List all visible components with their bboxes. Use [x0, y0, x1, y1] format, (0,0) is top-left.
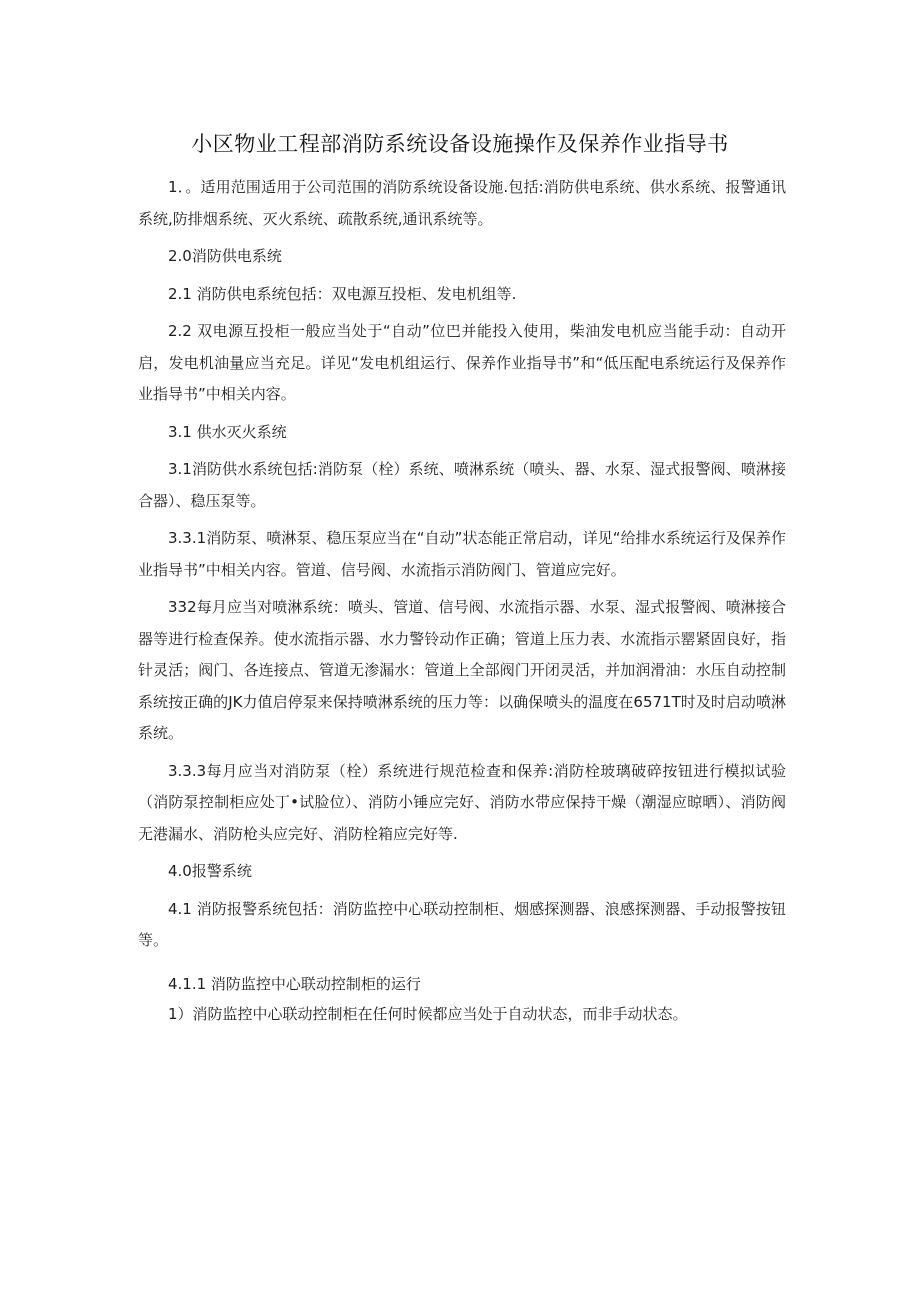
paragraph-3-3-1: 3.3.1消防泵、喷淋泵、稳压泵应当在“自动”状态能正常启动，详见“给排水系统运行及保养作业指导书”中相关内容。管道、信号阀、水流指示消防阀门、管道应完好。 [138, 529, 786, 579]
paragraph-3-3-2: 332每月应当对喷淋系统：喷头、管道、信号阀、水流指示器、水泵、湿式报警阀、喷淋接合器等进行检查保养。使水流指示器、水力警铃动作正确；管道上压力表、水流指示罂紧固良好，指针灵活；阀门、各连接点、管道无渗漏水：管道上全部阀门开闭灵活，并加润滑油：水压自动控制系统按正确的JK力值启停泵来保持喷淋系统的压力等：以确保喷头的温度在6571T时及时启动喷淋系统。 [138, 598, 786, 742]
document-body [138, 172, 786, 1029]
paragraph-4-1-1-item-1: 1）消防监控中心联动控制柜在任何时候都应当处于自动状态，而非手动状态。 [168, 1005, 688, 1023]
heading-4-1-1: 4.1.1 消防监控中心联动控制柜的运行 [168, 974, 421, 993]
heading-power-supply: 2.0消防供电系统 [168, 247, 282, 265]
paragraph-3-3-3: 3.3.3每月应当对消防泵（栓）系统进行规范检查和保养:消防栓玻璃破碎按钮进行模拟试验（消防泵控制柜应处丁•试脸位）、消防小锤应完好、消防水带应保持干燥（潮湿应晾晒）、消防阀无港漏水、消防枪头应完好、消防栓箱应完好等. [138, 761, 786, 843]
heading-water-supply: 3.1 供水灭火系统 [168, 422, 287, 441]
paragraph-2-2: 2.2 双电源互投柜一般应当处于“自动”位巴并能投入使用，柴油发电机应当能手动：自动开启，发电机油量应当充足。详见“发电机组运行、保养作业指导书”和“低压配电系统运行及保养作业指导书”中相关内容。 [138, 322, 786, 403]
heading-alarm-system: 4.0报警系统 [168, 862, 252, 880]
document-title: 小区物业工程部消防系统设备设施操作及保养作业指导书 [191, 132, 729, 156]
paragraph-3-1: 3.1消防供水系统包括:消防泵（栓）系统、喷淋系统（喷头、器、水泵、湿式报警阀、喷淋接合器）、稳压泵等。 [138, 460, 786, 510]
paragraph-scope: 1．。适用范围适用于公司范围的消防系统设备设施.包括:消防供电系统、供水系统、报警通讯系统,防排烟系统、灭火系统、疏散系统,通讯系统等。 [138, 178, 786, 228]
paragraph-2-1: 2.1 消防供电系统包括：双电源互投柜、发电机组等. [168, 284, 517, 303]
paragraph-4-1: 4.1 消防报警系统包括：消防监控中心联动控制柜、烟感探测器、浪感探测器、手动报警按钮等。 [138, 899, 786, 949]
